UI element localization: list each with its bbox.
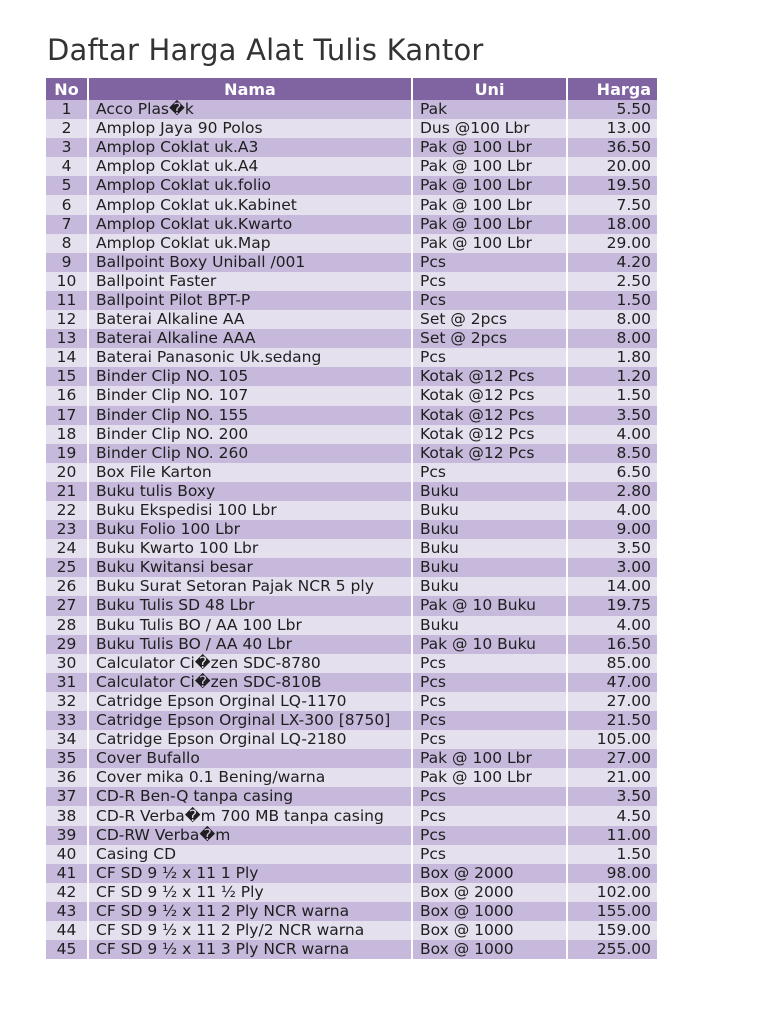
cell-harga: 7.50: [567, 195, 657, 214]
cell-no: 43: [46, 902, 88, 921]
table-row: [46, 100, 657, 119]
table-header-row: [46, 78, 657, 100]
cell-harga: 36.50: [567, 138, 657, 157]
cell-nama: Binder Clip NO. 200: [88, 425, 412, 444]
cell-nama: Amplop Coklat uk.folio: [88, 176, 412, 195]
table-row: [46, 463, 657, 482]
header-no: No: [46, 78, 88, 100]
cell-nama: Cover mika 0.1 Bening/warna: [88, 768, 412, 787]
cell-nama: Calculator Ci�zen SDC-810B: [88, 673, 412, 692]
cell-harga: 19.50: [567, 176, 657, 195]
cell-no: 6: [46, 195, 88, 214]
cell-harga: 102.00: [567, 883, 657, 902]
table-row: [46, 711, 657, 730]
header-harga: Harga: [567, 78, 657, 100]
table-row: [46, 921, 657, 940]
cell-harga: 4.20: [567, 253, 657, 272]
cell-uni: Pak @ 100 Lbr: [412, 234, 567, 253]
table-row: [46, 902, 657, 921]
cell-no: 30: [46, 654, 88, 673]
cell-uni: Buku: [412, 520, 567, 539]
cell-nama: Catridge Epson Orginal LQ-1170: [88, 692, 412, 711]
cell-nama: Binder Clip NO. 107: [88, 386, 412, 405]
cell-harga: 8.00: [567, 329, 657, 348]
table-row: [46, 176, 657, 195]
table-row: [46, 406, 657, 425]
table-row: [46, 386, 657, 405]
cell-harga: 155.00: [567, 902, 657, 921]
cell-nama: Catridge Epson Orginal LQ-2180: [88, 730, 412, 749]
cell-no: 25: [46, 558, 88, 577]
cell-nama: Amplop Coklat uk.Map: [88, 234, 412, 253]
cell-uni: Pak: [412, 100, 567, 119]
cell-harga: 9.00: [567, 520, 657, 539]
cell-harga: 27.00: [567, 749, 657, 768]
table-row: [46, 616, 657, 635]
cell-harga: 6.50: [567, 463, 657, 482]
cell-nama: Ballpoint Pilot BPT-P: [88, 291, 412, 310]
table-row: [46, 444, 657, 463]
table-body: [46, 100, 657, 959]
cell-harga: 14.00: [567, 577, 657, 596]
table-row: [46, 539, 657, 558]
cell-nama: Casing CD: [88, 845, 412, 864]
cell-harga: 3.50: [567, 539, 657, 558]
cell-uni: Pak @ 100 Lbr: [412, 138, 567, 157]
cell-no: 3: [46, 138, 88, 157]
cell-uni: Pcs: [412, 826, 567, 845]
table-row: [46, 768, 657, 787]
cell-no: 23: [46, 520, 88, 539]
cell-no: 40: [46, 845, 88, 864]
cell-nama: CF SD 9 ½ x 11 ½ Ply: [88, 883, 412, 902]
cell-uni: Pak @ 100 Lbr: [412, 749, 567, 768]
cell-nama: Amplop Coklat uk.Kabinet: [88, 195, 412, 214]
cell-no: 36: [46, 768, 88, 787]
cell-no: 39: [46, 826, 88, 845]
cell-harga: 19.75: [567, 596, 657, 615]
cell-no: 14: [46, 348, 88, 367]
cell-harga: 2.50: [567, 272, 657, 291]
cell-uni: Buku: [412, 577, 567, 596]
cell-harga: 159.00: [567, 921, 657, 940]
cell-nama: Acco Plas�k: [88, 100, 412, 119]
cell-no: 1: [46, 100, 88, 119]
table-row: [46, 826, 657, 845]
cell-nama: Baterai Alkaline AA: [88, 310, 412, 329]
cell-harga: 29.00: [567, 234, 657, 253]
cell-uni: Dus @100 Lbr: [412, 119, 567, 138]
cell-uni: Pcs: [412, 272, 567, 291]
cell-uni: Pcs: [412, 787, 567, 806]
table-row: [46, 520, 657, 539]
cell-nama: Buku Tulis BO / AA 100 Lbr: [88, 616, 412, 635]
cell-uni: Pak @ 10 Buku: [412, 635, 567, 654]
cell-no: 34: [46, 730, 88, 749]
cell-no: 27: [46, 596, 88, 615]
cell-harga: 1.50: [567, 386, 657, 405]
cell-no: 45: [46, 940, 88, 959]
cell-harga: 18.00: [567, 215, 657, 234]
cell-no: 5: [46, 176, 88, 195]
table-row: [46, 501, 657, 520]
cell-nama: Buku Ekspedisi 100 Lbr: [88, 501, 412, 520]
cell-uni: Box @ 1000: [412, 921, 567, 940]
cell-uni: Pcs: [412, 463, 567, 482]
cell-no: 16: [46, 386, 88, 405]
table-row: [46, 234, 657, 253]
table-row: [46, 348, 657, 367]
cell-harga: 4.00: [567, 425, 657, 444]
cell-no: 7: [46, 215, 88, 234]
cell-nama: Buku Kwitansi besar: [88, 558, 412, 577]
cell-uni: Pak @ 10 Buku: [412, 596, 567, 615]
cell-uni: Kotak @12 Pcs: [412, 425, 567, 444]
cell-nama: Binder Clip NO. 155: [88, 406, 412, 425]
cell-uni: Pak @ 100 Lbr: [412, 768, 567, 787]
cell-harga: 1.20: [567, 367, 657, 386]
cell-nama: Box File Karton: [88, 463, 412, 482]
cell-uni: Pcs: [412, 730, 567, 749]
table-row: [46, 730, 657, 749]
table-row: [46, 577, 657, 596]
cell-uni: Pcs: [412, 673, 567, 692]
table-row: [46, 558, 657, 577]
table-row: [46, 845, 657, 864]
cell-uni: Box @ 2000: [412, 883, 567, 902]
table-row: [46, 749, 657, 768]
cell-no: 44: [46, 921, 88, 940]
table-row: [46, 635, 657, 654]
table-row: [46, 883, 657, 902]
cell-no: 42: [46, 883, 88, 902]
cell-uni: Pak @ 100 Lbr: [412, 195, 567, 214]
cell-no: 38: [46, 806, 88, 825]
cell-harga: 11.00: [567, 826, 657, 845]
cell-harga: 85.00: [567, 654, 657, 673]
cell-uni: Box @ 1000: [412, 902, 567, 921]
cell-no: 22: [46, 501, 88, 520]
cell-harga: 5.50: [567, 100, 657, 119]
cell-uni: Pcs: [412, 692, 567, 711]
table-row: [46, 864, 657, 883]
cell-nama: Catridge Epson Orginal LX-300 [8750]: [88, 711, 412, 730]
cell-no: 21: [46, 482, 88, 501]
cell-no: 8: [46, 234, 88, 253]
cell-nama: Amplop Coklat uk.A4: [88, 157, 412, 176]
table-row: [46, 482, 657, 501]
price-table: [46, 78, 657, 959]
cell-nama: Amplop Coklat uk.Kwarto: [88, 215, 412, 234]
cell-nama: Ballpoint Boxy Uniball /001: [88, 253, 412, 272]
cell-no: 12: [46, 310, 88, 329]
cell-nama: CF SD 9 ½ x 11 2 Ply/2 NCR warna: [88, 921, 412, 940]
cell-nama: Buku Folio 100 Lbr: [88, 520, 412, 539]
cell-harga: 98.00: [567, 864, 657, 883]
cell-no: 33: [46, 711, 88, 730]
cell-nama: Baterai Panasonic Uk.sedang: [88, 348, 412, 367]
cell-harga: 27.00: [567, 692, 657, 711]
cell-nama: Binder Clip NO. 105: [88, 367, 412, 386]
cell-nama: CD-R Verba�m 700 MB tanpa casing: [88, 806, 412, 825]
cell-no: 20: [46, 463, 88, 482]
cell-nama: Ballpoint Faster: [88, 272, 412, 291]
cell-uni: Set @ 2pcs: [412, 329, 567, 348]
cell-nama: Buku Surat Setoran Pajak NCR 5 ply: [88, 577, 412, 596]
cell-nama: Amplop Jaya 90 Polos: [88, 119, 412, 138]
cell-no: 17: [46, 406, 88, 425]
cell-nama: CD-RW Verba�m: [88, 826, 412, 845]
cell-nama: Cover Bufallo: [88, 749, 412, 768]
cell-uni: Pak @ 100 Lbr: [412, 176, 567, 195]
cell-harga: 13.00: [567, 119, 657, 138]
cell-uni: Kotak @12 Pcs: [412, 444, 567, 463]
cell-no: 24: [46, 539, 88, 558]
cell-uni: Kotak @12 Pcs: [412, 386, 567, 405]
cell-uni: Kotak @12 Pcs: [412, 367, 567, 386]
cell-no: 4: [46, 157, 88, 176]
cell-no: 29: [46, 635, 88, 654]
header-nama: Nama: [88, 78, 412, 100]
cell-harga: 3.50: [567, 787, 657, 806]
cell-uni: Buku: [412, 501, 567, 520]
cell-uni: Pcs: [412, 806, 567, 825]
cell-uni: Pcs: [412, 845, 567, 864]
table-row: [46, 157, 657, 176]
cell-uni: Buku: [412, 616, 567, 635]
cell-no: 9: [46, 253, 88, 272]
cell-harga: 8.00: [567, 310, 657, 329]
cell-no: 13: [46, 329, 88, 348]
table-row: [46, 195, 657, 214]
cell-harga: 3.50: [567, 406, 657, 425]
cell-no: 31: [46, 673, 88, 692]
cell-uni: Pcs: [412, 291, 567, 310]
table-row: [46, 654, 657, 673]
cell-harga: 1.50: [567, 291, 657, 310]
cell-no: 28: [46, 616, 88, 635]
cell-harga: 21.50: [567, 711, 657, 730]
cell-uni: Pcs: [412, 253, 567, 272]
cell-nama: Baterai Alkaline AAA: [88, 329, 412, 348]
cell-no: 2: [46, 119, 88, 138]
cell-harga: 255.00: [567, 940, 657, 959]
table-row: [46, 138, 657, 157]
cell-harga: 3.00: [567, 558, 657, 577]
table-row: [46, 291, 657, 310]
cell-no: 10: [46, 272, 88, 291]
cell-nama: Binder Clip NO. 260: [88, 444, 412, 463]
table-row: [46, 692, 657, 711]
cell-nama: Buku tulis Boxy: [88, 482, 412, 501]
cell-harga: 8.50: [567, 444, 657, 463]
cell-uni: Pak @ 100 Lbr: [412, 157, 567, 176]
cell-harga: 1.50: [567, 845, 657, 864]
cell-harga: 105.00: [567, 730, 657, 749]
cell-uni: Pcs: [412, 711, 567, 730]
cell-uni: Buku: [412, 539, 567, 558]
table-row: [46, 310, 657, 329]
table-row: [46, 272, 657, 291]
table-row: [46, 253, 657, 272]
cell-harga: 21.00: [567, 768, 657, 787]
cell-uni: Buku: [412, 482, 567, 501]
table-row: [46, 940, 657, 959]
cell-uni: Buku: [412, 558, 567, 577]
cell-uni: Pcs: [412, 348, 567, 367]
cell-nama: CF SD 9 ½ x 11 1 Ply: [88, 864, 412, 883]
cell-nama: Amplop Coklat uk.A3: [88, 138, 412, 157]
cell-no: 32: [46, 692, 88, 711]
cell-uni: Set @ 2pcs: [412, 310, 567, 329]
page-title: Daftar Harga Alat Tulis Kantor: [47, 33, 484, 67]
cell-uni: Pcs: [412, 654, 567, 673]
table-row: [46, 329, 657, 348]
cell-harga: 4.00: [567, 501, 657, 520]
cell-uni: Kotak @12 Pcs: [412, 406, 567, 425]
cell-no: 15: [46, 367, 88, 386]
cell-harga: 20.00: [567, 157, 657, 176]
cell-harga: 16.50: [567, 635, 657, 654]
cell-no: 18: [46, 425, 88, 444]
table-row: [46, 673, 657, 692]
cell-no: 37: [46, 787, 88, 806]
table-row: [46, 787, 657, 806]
cell-no: 11: [46, 291, 88, 310]
cell-nama: Buku Tulis SD 48 Lbr: [88, 596, 412, 615]
cell-no: 35: [46, 749, 88, 768]
cell-nama: Buku Kwarto 100 Lbr: [88, 539, 412, 558]
cell-no: 26: [46, 577, 88, 596]
cell-uni: Box @ 1000: [412, 940, 567, 959]
cell-harga: 47.00: [567, 673, 657, 692]
table-row: [46, 119, 657, 138]
cell-uni: Box @ 2000: [412, 864, 567, 883]
cell-no: 19: [46, 444, 88, 463]
table-row: [46, 367, 657, 386]
cell-nama: CD-R Ben-Q tanpa casing: [88, 787, 412, 806]
cell-no: 41: [46, 864, 88, 883]
cell-harga: 2.80: [567, 482, 657, 501]
cell-nama: Buku Tulis BO / AA 40 Lbr: [88, 635, 412, 654]
cell-nama: CF SD 9 ½ x 11 2 Ply NCR warna: [88, 902, 412, 921]
header-uni: Uni: [412, 78, 567, 100]
cell-harga: 1.80: [567, 348, 657, 367]
cell-nama: CF SD 9 ½ x 11 3 Ply NCR warna: [88, 940, 412, 959]
table-row: [46, 425, 657, 444]
table-row: [46, 596, 657, 615]
cell-nama: Calculator Ci�zen SDC-8780: [88, 654, 412, 673]
cell-harga: 4.00: [567, 616, 657, 635]
cell-uni: Pak @ 100 Lbr: [412, 215, 567, 234]
table-row: [46, 215, 657, 234]
table-row: [46, 806, 657, 825]
cell-harga: 4.50: [567, 806, 657, 825]
